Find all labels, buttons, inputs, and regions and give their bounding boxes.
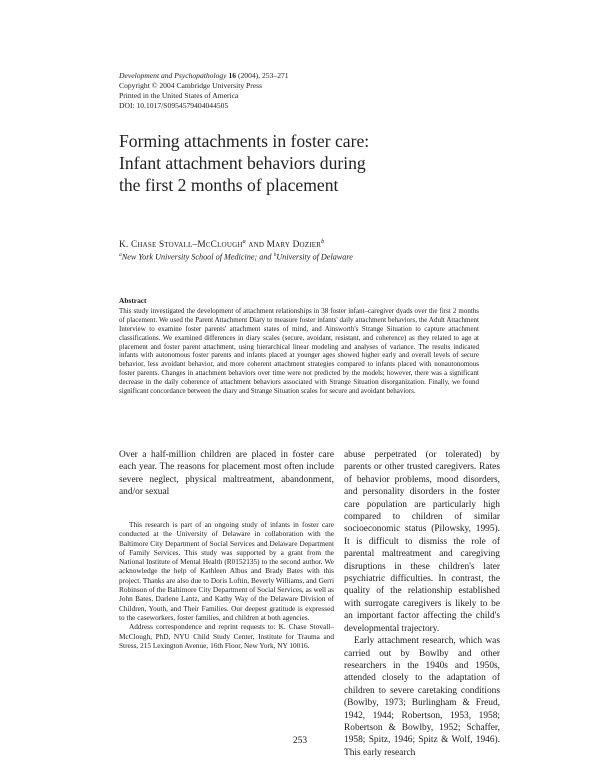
title-line-1: Forming attachments in foster care: [119,131,370,151]
affil-sup-a: a [119,252,122,258]
abstract-text: This study investigated the development of attachment relationships in 38 foster infant–caregiver dyads over the first 2 months of placement. We used the Parent Attachment Diary to measure foster infants' daily attachment behaviors, the Adult Attachment Interview to examine foster parents' attachment states of mind, and Ainsworth's Strange Situation to capture attachment classifications. We examined differences in diary scales (secure, avoidant, resistant, and coherence) as they related to age at placement and foster parent attachment, using hierarchical linear modeling and analyses of variance. The results indicated infants with autonomous foster parents and infants placed at younger ages showed higher early and overall levels of secure behavior, less avoidant behavior, and more coherent attachment strategies compared to infants placed with nonautonomous foster parents. Changes in attachment behaviors over time were not predicted by the models; however, there was a significant decrease in the daily coherence of attachment behaviors associated with Strange Situation disorganization. Finally, we found significant concordance between the diary and Strange Situation scales for secure and avoidant behaviors. [119,306,479,396]
body-column-right [344,449,500,759]
author-name-1: K. Chase Stovall–McClough [119,240,243,251]
affiliation-b: University of Delaware [276,252,353,262]
body-paragraph-right-1: abuse perpetrated (or tolerated) by parents or other trusted caregivers. Rates of behavior problems, mood disorders, and personality disorders in the foster care population are particularly high compared to children of similar socioeconomic status (Pilowsky, 1995). It is difficult to dismiss the role of parental maltreatment and caregiving disruptions in these children's later psychiatric difficulties. In contrast, the quality of the relationship established with surrogate caregivers is likely to be an important factor affecting the child's developmental trajectory. [344,450,500,634]
journal-year-pages: (2004), 253–271 [237,71,289,80]
body-paragraph-right-2: Early attachment research, which was carried out by Bowlby and other researchers in the 1940s and 1950s, attended closely to the adaptation of children to severe caretaking conditions (Bowlby, 1973; Burlingham & Freud, 1942, 1944; Robertson, 1953, 1958; Robertson & Bowlby, 1952; Schaffer, 1958; Spitz, 1946; Spitz & Wolf, 1946). This early research [344,636,500,758]
author-list [119,236,479,251]
author-name-2: Mary Dozier [266,240,322,251]
abstract [119,297,479,396]
author-sup-b: b [321,239,325,245]
title-line-3: the first 2 months of placement [119,175,339,195]
author-sup-a: a [242,239,246,245]
body-paragraph-left: Over a half-million children are placed in foster care each year. The reasons for placement most often include severe neglect, physical maltreatment, abandonment, and/or sexual [119,450,334,498]
footnote-correspondence: Address correspondence and reprint requests to: K. Chase Stovall–McClough, PhD, NYU Child Study Center, Institute for Trauma and Stress, 215 Lexington Avenue, 16th Floor, New York, NY 10016. [119,622,334,650]
abstract-heading: Abstract [119,296,147,305]
body-column-left [119,449,334,499]
affiliation-a: New York University School of Medicine; and [121,252,274,262]
printed-line: Printed in the United States of America [119,91,239,100]
page-number: 253 [292,736,308,746]
journal-volume: 16 [228,71,237,80]
title-line-2: Infant attachment behaviors during [119,153,366,173]
doi-line: DOI: 10.1017/S0954579404044505 [119,101,229,110]
footnote-acknowledgment: This research is part of an ongoing study of infants in foster care conducted at the University of Delaware in collaboration with the Baltimore City Department of Social Services and Delaware Department of Family Services. This study was supported by a grant from the National Institute of Mental Health (R0152135) to the second author. We acknowledge the help of Kathleen Albus and Brady Bates with this project. Thanks are also due to Doris Loftin, Beverly Williams, and Gerri Robinson of the Baltimore City Department of Social Services, as well as John Bates, Darlene Lantz, and Kathy Way of the Delaware Division of Children, Youth, and Their Families. Our deepest gratitude is expressed to the caseworkers, foster families, and children at both agencies. [119,520,334,622]
journal-citation [119,71,499,81]
journal-name: Development and Psychopathology [119,71,227,80]
affiliations [119,250,479,263]
copyright-line: Copyright © 2004 Cambridge University Press [119,81,263,90]
paper-title [119,130,499,196]
footnotes [119,520,334,650]
author-and: and [248,240,265,251]
journal-header [119,71,499,111]
affil-sup-b: b [273,252,277,258]
